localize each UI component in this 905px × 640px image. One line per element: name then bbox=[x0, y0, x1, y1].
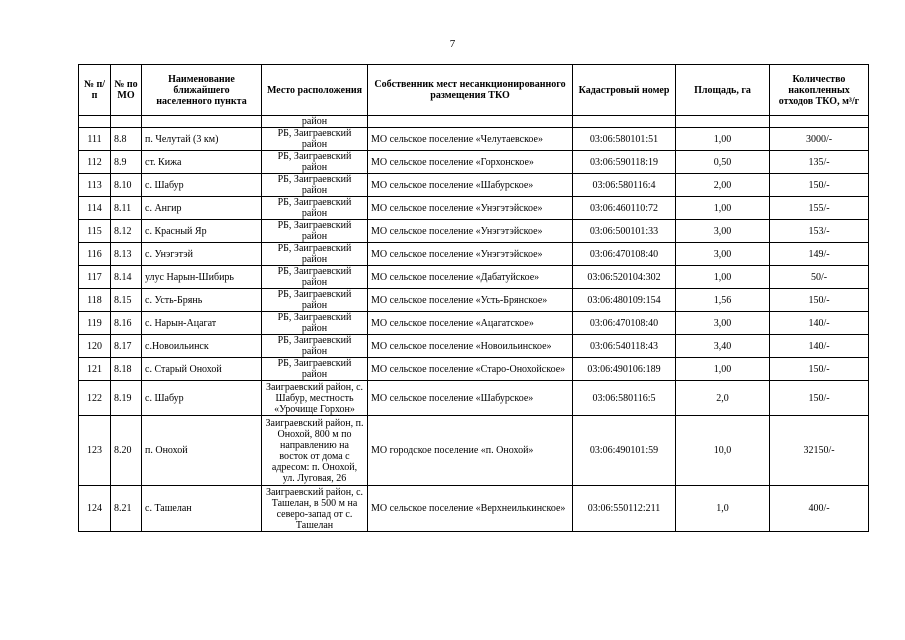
cell-row-number: 118 bbox=[79, 289, 111, 312]
cell-settlement: с. Нарын-Ацагат bbox=[142, 312, 262, 335]
cell-waste-volume: 155/- bbox=[770, 197, 869, 220]
cell-cadastral-number: 03:06:470108:40 bbox=[573, 312, 676, 335]
cell-waste-volume: 3000/- bbox=[770, 128, 869, 151]
continuation-text: район bbox=[262, 116, 368, 128]
cell-owner: МО сельское поселение «Дабатуйское» bbox=[368, 266, 573, 289]
cell-settlement: улус Нарын-Шибирь bbox=[142, 266, 262, 289]
table-row bbox=[79, 128, 869, 151]
table-row bbox=[79, 243, 869, 266]
cell-cadastral-number: 03:06:460110:72 bbox=[573, 197, 676, 220]
cell-owner: МО городское поселение «п. Онохой» bbox=[368, 416, 573, 486]
cell-waste-volume: 32150/- bbox=[770, 416, 869, 486]
cell-waste-volume: 400/- bbox=[770, 486, 869, 532]
table-row bbox=[79, 266, 869, 289]
cell-mo-number: 8.14 bbox=[111, 266, 142, 289]
cell-waste-volume: 150/- bbox=[770, 174, 869, 197]
cell-area: 0,50 bbox=[676, 151, 770, 174]
cell-settlement: с. Старый Онохой bbox=[142, 358, 262, 381]
cell-row-number: 117 bbox=[79, 266, 111, 289]
cell-owner: МО сельское поселение «Горхонское» bbox=[368, 151, 573, 174]
cell-area: 1,00 bbox=[676, 358, 770, 381]
cell-mo-number: 8.9 bbox=[111, 151, 142, 174]
cell-area: 1,56 bbox=[676, 289, 770, 312]
table-row bbox=[79, 289, 869, 312]
col-header-mo-number: № по МО bbox=[111, 65, 142, 116]
cell-cadastral-number: 03:06:520104:302 bbox=[573, 266, 676, 289]
cell-location: Заиграевский район, п. Онохой, 800 м по направлению на восток от дома с адресом: п. Онохой, ул. Луговая, 26 bbox=[262, 416, 368, 486]
cell-row-number: 113 bbox=[79, 174, 111, 197]
col-header-cadastral: Кадастровый номер bbox=[573, 65, 676, 116]
cell-owner: МО сельское поселение «Шабурское» bbox=[368, 174, 573, 197]
cell-mo-number: 8.18 bbox=[111, 358, 142, 381]
cell-owner: МО сельское поселение «Верхнеилькинское» bbox=[368, 486, 573, 532]
cell-waste-volume: 150/- bbox=[770, 289, 869, 312]
landfill-register-table bbox=[78, 64, 869, 532]
cell-cadastral-number: 03:06:540118:43 bbox=[573, 335, 676, 358]
col-header-location: Место расположения bbox=[262, 65, 368, 116]
cell-waste-volume: 149/- bbox=[770, 243, 869, 266]
cell-area: 10,0 bbox=[676, 416, 770, 486]
cell-location: РБ, Заиграевский район bbox=[262, 312, 368, 335]
col-header-row-number: № п/п bbox=[79, 65, 111, 116]
cell-waste-volume: 140/- bbox=[770, 312, 869, 335]
cell-waste-volume: 135/- bbox=[770, 151, 869, 174]
cell-owner: МО сельское поселение «Челутаевское» bbox=[368, 128, 573, 151]
page-number: 7 bbox=[449, 38, 456, 50]
cell-mo-number: 8.12 bbox=[111, 220, 142, 243]
cell-owner: МО сельское поселение «Унэгэтэйское» bbox=[368, 220, 573, 243]
cell-settlement: с. Ташелан bbox=[142, 486, 262, 532]
cell-waste-volume: 50/- bbox=[770, 266, 869, 289]
cell-area: 1,00 bbox=[676, 128, 770, 151]
cell-location: РБ, Заиграевский район bbox=[262, 220, 368, 243]
cell-location: РБ, Заиграевский район bbox=[262, 289, 368, 312]
cell-location: РБ, Заиграевский район bbox=[262, 174, 368, 197]
table-row bbox=[79, 197, 869, 220]
cell-area: 1,00 bbox=[676, 197, 770, 220]
cell-owner: МО сельское поселение «Унэгэтэйское» bbox=[368, 197, 573, 220]
cell-area: 3,40 bbox=[676, 335, 770, 358]
cell-settlement: с. Унэгэтэй bbox=[142, 243, 262, 266]
cell-cadastral-number: 03:06:480109:154 bbox=[573, 289, 676, 312]
cell-settlement: с. Ангир bbox=[142, 197, 262, 220]
cell-location: РБ, Заиграевский район bbox=[262, 266, 368, 289]
cell-waste-volume: 153/- bbox=[770, 220, 869, 243]
table-row bbox=[79, 174, 869, 197]
cell-cadastral-number: 03:06:590118:19 bbox=[573, 151, 676, 174]
cell-cadastral-number: 03:06:550112:211 bbox=[573, 486, 676, 532]
table-row bbox=[79, 151, 869, 174]
cell-settlement: с. Красный Яр bbox=[142, 220, 262, 243]
cell-location: РБ, Заиграевский район bbox=[262, 197, 368, 220]
cell-settlement: п. Онохой bbox=[142, 416, 262, 486]
continuation-row bbox=[79, 116, 869, 128]
cell-cadastral-number: 03:06:490106:189 bbox=[573, 358, 676, 381]
cell-owner: МО сельское поселение «Новоильинское» bbox=[368, 335, 573, 358]
col-header-area: Площадь, га bbox=[676, 65, 770, 116]
cell-cadastral-number: 03:06:580116:5 bbox=[573, 381, 676, 416]
cell-row-number: 115 bbox=[79, 220, 111, 243]
cell-waste-volume: 150/- bbox=[770, 358, 869, 381]
cell-mo-number: 8.15 bbox=[111, 289, 142, 312]
cell-location: Заиграевский район, с. Шабур, местность «Урочище Горхон» bbox=[262, 381, 368, 416]
cell-mo-number: 8.8 bbox=[111, 128, 142, 151]
cell-mo-number: 8.16 bbox=[111, 312, 142, 335]
cell-waste-volume: 140/- bbox=[770, 335, 869, 358]
cell-area: 1,00 bbox=[676, 266, 770, 289]
cell-row-number: 123 bbox=[79, 416, 111, 486]
col-header-waste-volume: Количество накопленных отходов ТКО, м³/г bbox=[770, 65, 869, 116]
cell-row-number: 124 bbox=[79, 486, 111, 532]
col-header-owner: Собственник мест несанкционированного размещения ТКО bbox=[368, 65, 573, 116]
table-row bbox=[79, 220, 869, 243]
cell-row-number: 112 bbox=[79, 151, 111, 174]
cell-mo-number: 8.13 bbox=[111, 243, 142, 266]
cell-cadastral-number: 03:06:500101:33 bbox=[573, 220, 676, 243]
cell-area: 3,00 bbox=[676, 312, 770, 335]
cell-area: 3,00 bbox=[676, 243, 770, 266]
cell-settlement: с.Новоильинск bbox=[142, 335, 262, 358]
table-header-row bbox=[79, 65, 869, 116]
cell-row-number: 122 bbox=[79, 381, 111, 416]
cell-location: РБ, Заиграевский район bbox=[262, 358, 368, 381]
cell-owner: МО сельское поселение «Унэгэтэйское» bbox=[368, 243, 573, 266]
cell-mo-number: 8.19 bbox=[111, 381, 142, 416]
cell-owner: МО сельское поселение «Шабурское» bbox=[368, 381, 573, 416]
cell-location: РБ, Заиграевский район bbox=[262, 243, 368, 266]
table-row bbox=[79, 335, 869, 358]
cell-row-number: 121 bbox=[79, 358, 111, 381]
cell-cadastral-number: 03:06:580101:51 bbox=[573, 128, 676, 151]
cell-row-number: 120 bbox=[79, 335, 111, 358]
cell-area: 3,00 bbox=[676, 220, 770, 243]
cell-settlement: с. Усть-Брянь bbox=[142, 289, 262, 312]
cell-mo-number: 8.11 bbox=[111, 197, 142, 220]
cell-settlement: ст. Кижа bbox=[142, 151, 262, 174]
cell-location: РБ, Заиграевский район bbox=[262, 335, 368, 358]
cell-cadastral-number: 03:06:490101:59 bbox=[573, 416, 676, 486]
cell-row-number: 114 bbox=[79, 197, 111, 220]
cell-mo-number: 8.17 bbox=[111, 335, 142, 358]
col-header-settlement: Наименование ближайшего населенного пункта bbox=[142, 65, 262, 116]
cell-area: 2,00 bbox=[676, 174, 770, 197]
cell-settlement: п. Челутай (3 км) bbox=[142, 128, 262, 151]
cell-owner: МО сельское поселение «Усть-Брянское» bbox=[368, 289, 573, 312]
cell-row-number: 116 bbox=[79, 243, 111, 266]
cell-location: РБ, Заиграевский район bbox=[262, 151, 368, 174]
cell-settlement: с. Шабур bbox=[142, 174, 262, 197]
cell-cadastral-number: 03:06:470108:40 bbox=[573, 243, 676, 266]
cell-owner: МО сельское поселение «Старо-Онохойское» bbox=[368, 358, 573, 381]
cell-owner: МО сельское поселение «Ацагатское» bbox=[368, 312, 573, 335]
cell-mo-number: 8.21 bbox=[111, 486, 142, 532]
cell-mo-number: 8.10 bbox=[111, 174, 142, 197]
table-row bbox=[79, 358, 869, 381]
cell-location: Заиграевский район, с. Ташелан, в 500 м на северо-запад от с. Ташелан bbox=[262, 486, 368, 532]
cell-location: РБ, Заиграевский район bbox=[262, 128, 368, 151]
table-row bbox=[79, 312, 869, 335]
cell-area: 2,0 bbox=[676, 381, 770, 416]
cell-settlement: с. Шабур bbox=[142, 381, 262, 416]
cell-waste-volume: 150/- bbox=[770, 381, 869, 416]
table-row bbox=[79, 416, 869, 486]
cell-area: 1,0 bbox=[676, 486, 770, 532]
cell-cadastral-number: 03:06:580116:4 bbox=[573, 174, 676, 197]
cell-row-number: 119 bbox=[79, 312, 111, 335]
table-row bbox=[79, 381, 869, 416]
cell-row-number: 111 bbox=[79, 128, 111, 151]
table-row bbox=[79, 486, 869, 532]
cell-mo-number: 8.20 bbox=[111, 416, 142, 486]
